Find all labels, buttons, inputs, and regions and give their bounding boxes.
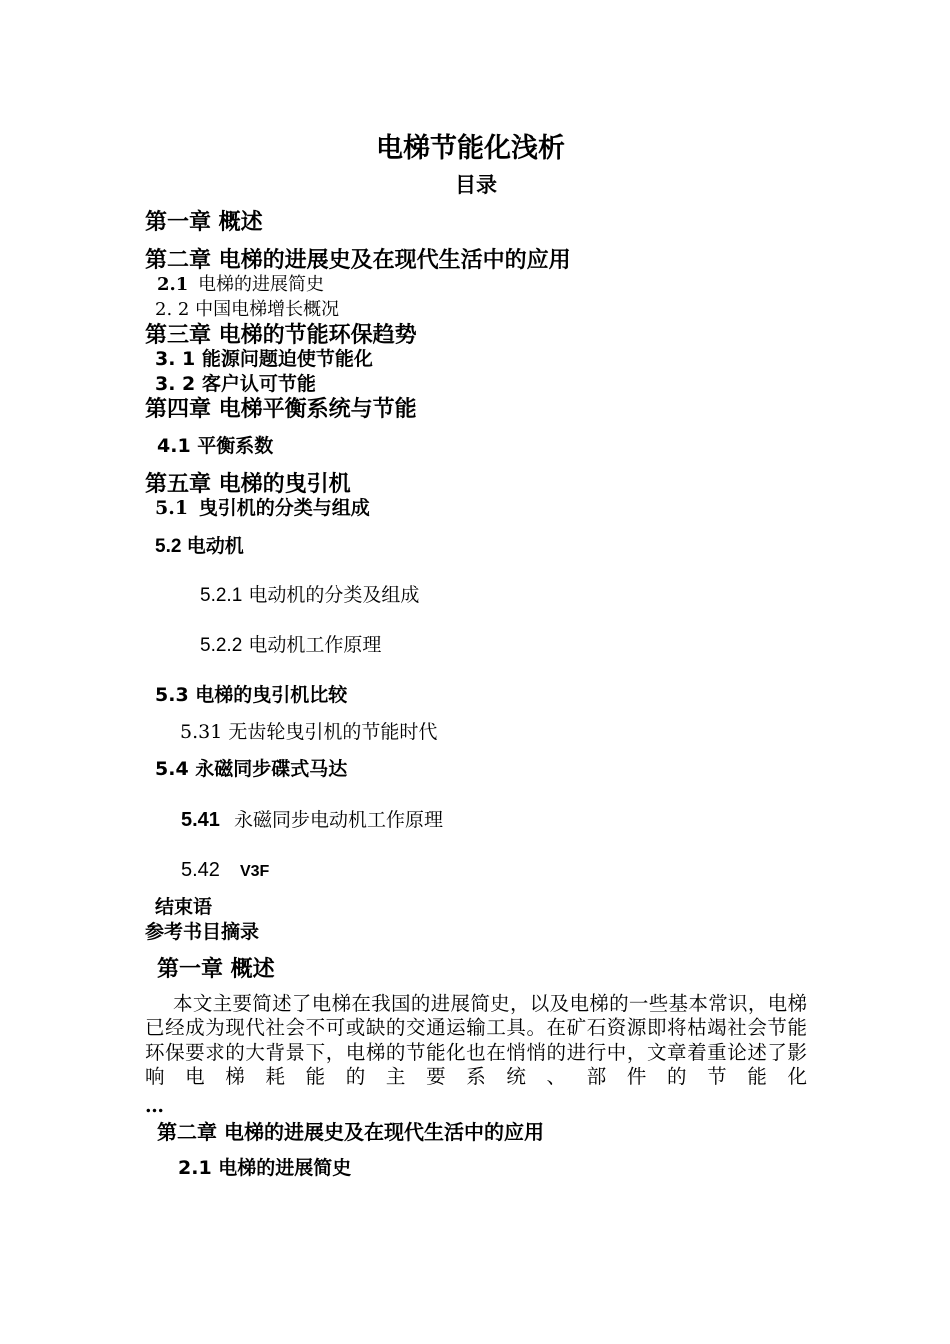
toc-section-5-4-2-number: 5.42 [181,859,220,881]
toc-references: 参考书目摘录 [145,921,260,943]
toc-conclusion: 结束语 [155,896,213,918]
toc-section-5-2: 5.2 电动机 [155,536,244,557]
toc-section-5-1-number: 5.1 [155,497,189,519]
section-2-1-heading: 2.1 电梯的进展简史 [178,1157,352,1179]
toc-section-5-2-2-number: 5.2.2 [200,635,243,656]
toc-section-5-3: 5.3 电梯的曳引机比较 [155,684,348,706]
toc-section-5-2-1-number: 5.2.1 [200,585,243,606]
toc-chapter-4: 第四章 电梯平衡系统与节能 [145,397,417,422]
chapter-1-paragraph: 本文主要简述了电梯在我国的进展简史，以及电梯的一些基本常识，电梯已经成为现代社会不可或缺的交通运输工具。在矿石资源即将枯竭社会节能环保要求的大背景下，电梯的节能化也在悄悄的进行中，文章着重论述了影响电梯耗能的主要系统、部件的节能化 [145,992,807,1088]
toc-chapter-3: 第三章 电梯的节能环保趋势 [145,323,417,348]
toc-section-5-4-2 [181,860,269,880]
toc-chapter-1: 第一章 概述 [145,210,263,235]
toc-section-2-2: 2. 2 中国电梯增长概况 [155,299,340,320]
toc-section-5-1 [155,499,370,518]
chapter-1-ellipsis: … [145,1095,164,1117]
toc-section-5-2-1-label: 电动机的分类及组成 [248,584,420,606]
toc-section-5-2-2-label: 电动机工作原理 [248,634,382,656]
toc-section-5-4-2-label: V3F [239,863,270,880]
toc-section-3-1: 3. 1 能源问题迫使节能化 [155,348,373,370]
toc-section-5-4-1-number: 5.41 [181,809,220,831]
toc-section-5-4-1-label: 永磁同步电动机工作原理 [233,809,443,831]
toc-section-5-2-2 [200,636,381,655]
toc-section-3-2: 3. 2 客户认可节能 [155,373,316,395]
toc-section-5-4-1 [181,810,443,830]
toc-chapter-2: 第二章 电梯的进展史及在现代生活中的应用 [145,248,571,273]
document-title: 电梯节能化浅析 [376,133,565,164]
toc-heading: 目录 [455,173,497,197]
toc-section-2-1-label: 电梯的进展简史 [198,274,325,295]
chapter-2-heading: 第二章 电梯的进展史及在现代生活中的应用 [157,1120,544,1144]
toc-section-4-1: 4.1 平衡系数 [157,435,274,457]
toc-section-2-1-number: 2.1 [157,274,189,295]
toc-section-5-1-label: 曳引机的分类与组成 [198,497,370,519]
toc-chapter-5: 第五章 电梯的曳引机 [145,472,351,497]
toc-section-5-4: 5.4 永磁同步碟式马达 [155,758,348,780]
toc-section-5-3-1: 5.31 无齿轮曳引机的节能时代 [180,721,438,743]
toc-section-5-2-1 [200,586,419,605]
toc-section-2-1 [157,276,324,294]
chapter-1-heading: 第一章 概述 [157,957,275,982]
